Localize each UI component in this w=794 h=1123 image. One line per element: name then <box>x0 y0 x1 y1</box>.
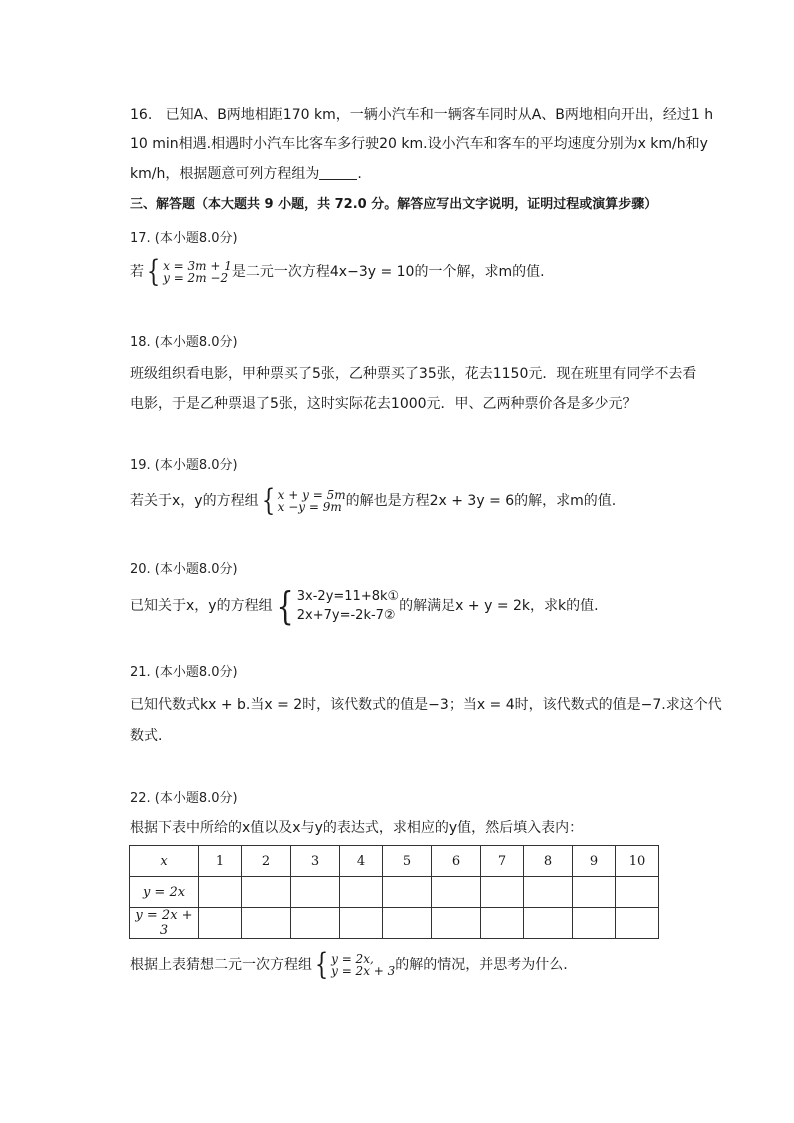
q20-body: 已知关于x，y的方程组 { 3x-2y=11+8k① 2x+7y=-2k-7② 的解满足x + y = 2k，求k的值. <box>130 584 599 628</box>
section-title: 三、解答题（本大题共 9 小题，共 72.0 分。解答应写出文字说明，证明过程或演算步骤） <box>130 197 658 212</box>
table-row <box>130 846 659 877</box>
empty-cell <box>481 908 524 939</box>
brace-icon: { <box>146 254 161 289</box>
empty-cell <box>242 908 291 939</box>
equation-system: { y = 2x, y = 2x + 3 <box>314 947 396 982</box>
empty-cell <box>573 908 616 939</box>
table-cell: 3 <box>291 846 340 877</box>
q17-header: 17. (本小题8.0分) <box>130 231 238 246</box>
table-cell: 8 <box>524 846 573 877</box>
empty-cell <box>291 877 340 908</box>
q18-header: 18. (本小题8.0分) <box>130 335 238 350</box>
equation-system: { x + y = 5m x −y = 9m <box>261 483 346 518</box>
table-row-label: y = 2x + 3 <box>130 908 199 939</box>
table-cell: 6 <box>432 846 481 877</box>
empty-cell <box>383 877 432 908</box>
q16-line3: km/h，根据题意可列方程组为 . <box>130 166 362 182</box>
empty-cell <box>616 908 659 939</box>
table-cell: 5 <box>383 846 432 877</box>
empty-cell <box>524 877 573 908</box>
q22-header: 22. (本小题8.0分) <box>130 791 238 806</box>
empty-cell <box>432 877 481 908</box>
table-row <box>130 908 659 939</box>
q19-body: 若关于x，y的方程组 { x + y = 5m x −y = 9m 的解也是方程2x + 3y = 6的解，求m的值. <box>130 483 617 518</box>
empty-cell <box>524 908 573 939</box>
q17-body: 若 { x = 3m + 1 y = 2m −2 是二元一次方程4x−3y = 10的一个解，求m的值. <box>130 254 545 289</box>
empty-cell <box>616 877 659 908</box>
table-row <box>130 877 659 908</box>
equation-system: { 3x-2y=11+8k① 2x+7y=-2k-7② <box>276 584 400 628</box>
q16-line2: 10 min相遇.相遇时小汽车比客车多行驶20 km.设小汽车和客车的平均速度分别为x km/h和y <box>130 136 708 152</box>
q20-header: 20. (本小题8.0分) <box>130 562 238 577</box>
empty-cell <box>291 908 340 939</box>
q21-line1: 已知代数式kx + b.当x = 2时，该代数式的值是−3；当x = 4时，该代数式的值是−7.求这个代 <box>130 697 722 713</box>
empty-cell <box>340 877 383 908</box>
empty-cell <box>573 877 616 908</box>
value-table <box>129 845 659 939</box>
table-cell: 2 <box>242 846 291 877</box>
answer-blank <box>319 165 357 180</box>
q21-line2: 数式. <box>130 728 163 744</box>
empty-cell <box>383 908 432 939</box>
empty-cell <box>432 908 481 939</box>
table-row-label: x <box>130 846 199 877</box>
q22-intro: 根据下表中所给的x值以及x与y的表达式，求相应的y值，然后填入表内： <box>130 820 584 836</box>
empty-cell <box>199 908 242 939</box>
empty-cell <box>481 877 524 908</box>
brace-icon: { <box>314 947 329 982</box>
table-row-label: y = 2x <box>130 877 199 908</box>
table-cell: 1 <box>199 846 242 877</box>
q19-header: 19. (本小题8.0分) <box>130 458 238 473</box>
brace-icon: { <box>276 584 294 628</box>
equation-system: { x = 3m + 1 y = 2m −2 <box>146 254 232 289</box>
table-cell: 4 <box>340 846 383 877</box>
empty-cell <box>199 877 242 908</box>
q21-header: 21. (本小题8.0分) <box>130 665 238 680</box>
q22-question: 根据上表猜想二元一次方程组 { y = 2x, y = 2x + 3 的解的情况，并思考为什么. <box>130 947 568 982</box>
q16-line1: 16. 已知A、B两地相距170 km，一辆小汽车和一辆客车同时从A、B两地相向开出，经过1 h <box>130 107 714 123</box>
q18-line2: 电影，于是乙种票退了5张，这时实际花去1000元．甲、乙两种票价各是多少元？ <box>130 396 637 412</box>
table-cell: 7 <box>481 846 524 877</box>
empty-cell <box>340 908 383 939</box>
q18-line1: 班级组织看电影，甲种票买了5张，乙种票买了35张，花去1150元．现在班里有同学不去看 <box>130 366 697 382</box>
brace-icon: { <box>261 483 275 518</box>
empty-cell <box>242 877 291 908</box>
table-cell: 10 <box>616 846 659 877</box>
table-cell: 9 <box>573 846 616 877</box>
q16-number: 16. <box>130 107 153 123</box>
